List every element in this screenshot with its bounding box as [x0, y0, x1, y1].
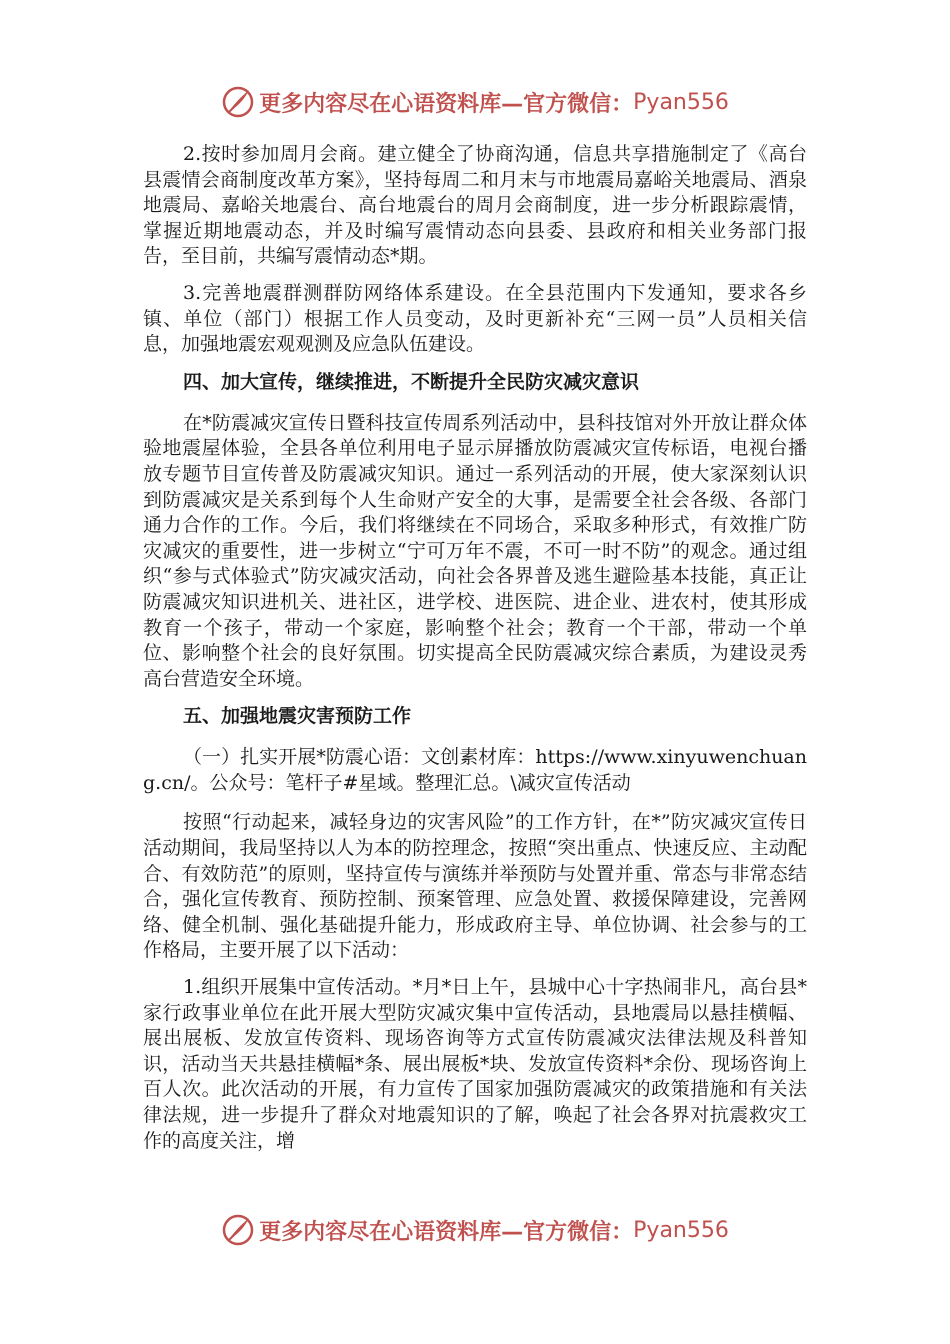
subsection-heading: （一）扎实开展*防震心语：文创素材库：https://www.xinyuwenchuang.cn/。公众号：笔杆子#星域。整理汇总。\减灾宣传活动 — [143, 746, 807, 794]
wechat-id: Pyan556 — [633, 1217, 729, 1243]
paragraph: 2.按时参加周月会商。建立健全了协商沟通，信息共享措施制定了《高台县震情会商制度改革方案》，坚持每周二和月末与市地震局嘉峪关地震局、酒泉地震局、嘉峪关地震台、高台地震台的周月会商制度，进一步分析跟踪震情，掌握近期地震动态，并及时编写震情动态向县委、县政府和相关业务部门报告，至目前，共编写震情动态*期。 — [143, 143, 807, 268]
feather-pen-icon — [221, 1213, 255, 1247]
banner-text: 更多内容尽在心语资料库—官方微信： — [259, 1219, 634, 1245]
document-body — [143, 142, 807, 1165]
section-heading: 四、加大宣传，继续推进，不断提升全民防灾减灾意识 — [183, 370, 640, 393]
paragraph: 在*防震减灾宣传日暨科技宣传周系列活动中，县科技馆对外开放让群众体验地震屋体验，全县各单位利用电子显示屏播放防震减灾宣传标语，电视台播放专题节目宣传普及防震减灾知识。通过一系列活动的开展，使大家深刻认识到防震减灾是关系到每个人生命财产安全的大事，是需要全社会各级、各部门通力合作的工作。今后，我们将继续在不同场合，采取多种形式，有效推广防灾减灾的重要性，进一步树立“宁可万年不震，不可一时不防”的观念。通过组织“参与式体验式”防灾减灾活动，向社会各界普及逃生避险基本技能，真正让防震减灾知识进机关、进社区，进学校、进医院、进企业、进农村，使其形成教育一个孩子，带动一个家庭，影响整个社会；教育一个干部，带动一个单位、影响整个社会的良好氛围。切实提高全民防震减灾综合素质，为建设灵秀高台营造安全环境。 — [143, 411, 807, 690]
section-heading: 五、加强地震灾害预防工作 — [183, 705, 412, 728]
wechat-id: Pyan556 — [633, 89, 729, 115]
banner-text: 更多内容尽在心语资料库—官方微信： — [259, 91, 634, 117]
feather-pen-icon — [221, 85, 255, 119]
paragraph: 3.完善地震群测群防网络体系建设。在全县范围内下发通知，要求各乡镇、单位（部门）根据工作人员变动，及时更新补充“三网一员”人员相关信息，加强地震宏观观测及应急队伍建设。 — [143, 281, 807, 356]
paragraph: 按照“行动起来，减轻身边的灾害风险”的工作方针，在*”防灾减灾宣传日活动期间，我局坚持以人为本的防控理念，按照“突出重点、快速反应、主动配合、有效防范”的原则，坚持宣传与演练并举预防与处置并重、常态与非常态结合，强化宣传教育、预防控制、预案管理、应急处置、救援保障建设，完善网络、健全机制、强化基础提升能力，形成政府主导、单位协调、社会参与的工作格局，主要开展了以下活动： — [143, 811, 807, 962]
header-banner — [0, 82, 950, 122]
paragraph: 1.组织开展集中宣传活动。*月*日上午，县城中心十字热闹非凡，高台县*家行政事业单位在此开展大型防灾减灾集中宣传活动，县地震局以悬挂横幅、展出展板、发放宣传资料、现场咨询等方式宣传防震减灾法律法规及科普知识，活动当天共悬挂横幅*条、展出展板*块、发放宣传资料*余份、现场咨询上百人次。此次活动的开展，有力宣传了国家加强防震减灾的政策措施和有关法律法规，进一步提升了群众对地震知识的了解，唤起了社会各界对抗震救灾工作的高度关注，增 — [143, 976, 807, 1152]
footer-banner — [0, 1210, 950, 1250]
